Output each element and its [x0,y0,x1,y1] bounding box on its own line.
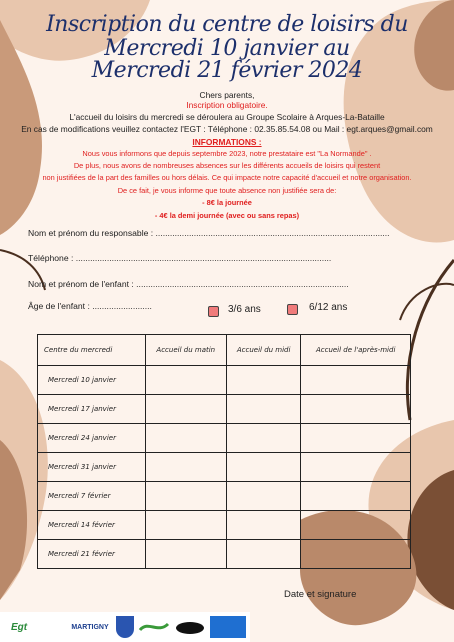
info-line-2: De plus, nous avons de nombreuses absences sur les différents accueils de loisirs qui restent [73,161,381,170]
cell-matin[interactable] [145,395,226,424]
greeting: Chers parents, [199,90,255,100]
blue-logo [210,616,246,638]
header-centre: Centre du mercredi [38,335,146,366]
cell-apres-midi[interactable] [301,540,411,569]
info-line-1: Nous vous informons que depuis septembre 2023, notre prestataire est "La Normande" . [82,149,372,158]
cell-midi[interactable] [226,511,300,540]
cell-midi[interactable] [226,540,300,569]
cell-midi[interactable] [226,482,300,511]
partner-logos [0,612,250,642]
row-date: Mercredi 14 février [38,511,146,540]
title-line-3: Mercredi 21 février 2024 [91,58,363,83]
table-row [38,395,411,424]
child-age-field[interactable]: Âge de l'enfant : ......................... [28,301,152,311]
child-name-field[interactable]: Nom et prénom de l'enfant : ......................................................................................... [28,279,349,289]
info-fee-half-day: - 4€ la demi journée (avec ou sans repas) [154,211,300,220]
cell-midi[interactable] [226,366,300,395]
table-row [38,511,411,540]
title-line-1: Inscription du centre de loisirs du [46,12,408,37]
header-midi: Accueil du midi [226,335,300,366]
martigny-logo: MARTIGNY [71,623,109,631]
responsable-field[interactable]: Nom et prénom du responsable : .................................................................................................. [28,228,390,238]
row-date: Mercredi 21 février [38,540,146,569]
cell-matin[interactable] [145,453,226,482]
cell-apres-midi[interactable] [301,511,411,540]
cell-matin[interactable] [145,424,226,453]
row-date: Mercredi 17 janvier [38,395,146,424]
cell-matin[interactable] [145,482,226,511]
wave-logo [138,616,170,638]
cell-midi[interactable] [226,424,300,453]
cell-apres-midi[interactable] [301,366,411,395]
info-line-4: De ce fait, je vous informe que toute absence non justifiée sera de: [117,186,337,195]
row-date: Mercredi 31 janvier [38,453,146,482]
info-heading: INFORMATIONS : [192,137,262,147]
egt-logo: Egt [10,621,28,633]
attendance-table [37,334,411,569]
row-date: Mercredi 10 janvier [38,366,146,395]
cell-apres-midi[interactable] [301,482,411,511]
info-fee-day: - 8€ la journée [202,198,252,207]
crest-logo [116,616,134,638]
age-6-12-label: 6/12 ans [309,302,348,313]
caf-logo [176,622,204,634]
row-date: Mercredi 24 janvier [38,424,146,453]
age-6-12-checkbox[interactable] [287,304,298,315]
header-matin: Accueil du matin [145,335,226,366]
telephone-field[interactable]: Téléphone : ........................................................................................................... [28,253,332,263]
row-date: Mercredi 7 février [38,482,146,511]
cell-apres-midi[interactable] [301,453,411,482]
contact-text: En cas de modifications veuillez contactez l'EGT : Téléphone : 02.35.85.54.08 ou Mail : egt.arques@gmail.com [21,124,433,134]
cell-midi[interactable] [226,395,300,424]
table-header-row [38,335,411,366]
table-row [38,366,411,395]
cell-matin[interactable] [145,366,226,395]
table-row [38,453,411,482]
info-line-3: non justifiées de la part des familles ou hors délais. Ce qui impacte notre capacité d'accueil et notre organisation. [42,173,412,182]
cell-apres-midi[interactable] [301,424,411,453]
cell-midi[interactable] [226,453,300,482]
cell-apres-midi[interactable] [301,395,411,424]
mandatory-notice: Inscription obligatoire. [186,100,268,110]
cell-matin[interactable] [145,511,226,540]
age-3-6-label: 3/6 ans [228,304,261,315]
table-row [38,482,411,511]
table-row [38,540,411,569]
age-3-6-checkbox[interactable] [208,306,219,317]
table-row [38,424,411,453]
header-apres-midi: Accueil de l'après-midi [301,335,411,366]
cell-matin[interactable] [145,540,226,569]
title-line-2: Mercredi 10 janvier au [104,36,350,61]
signature-label: Date et signature [284,589,357,600]
location-text: L'accueil du loisirs du mercredi se déroulera au Groupe Scolaire à Arques-La-Bataille [69,112,385,122]
